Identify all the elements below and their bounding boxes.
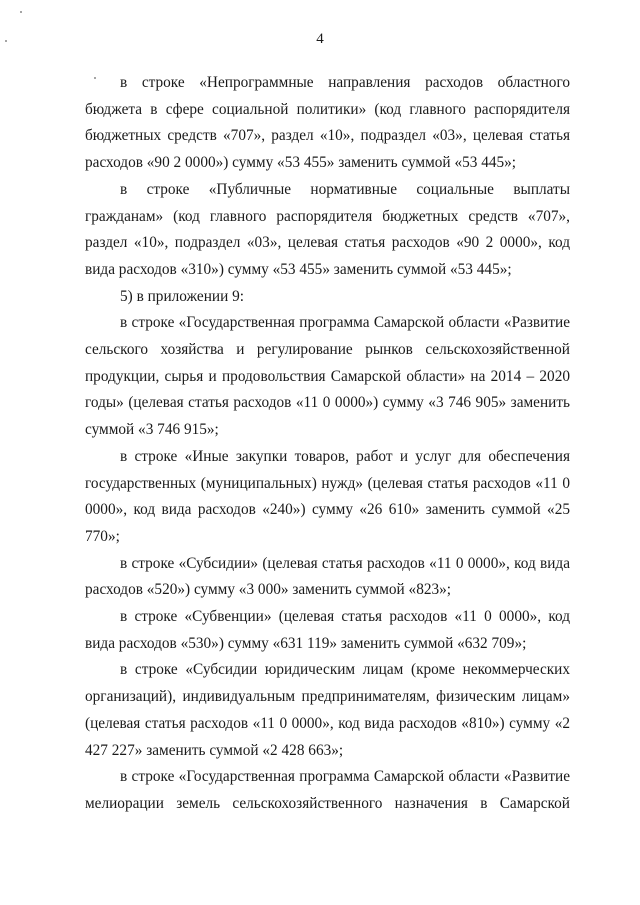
paragraph: в строке «Субсидии» (целевая статья расходов «11 0 0000», код вида расходов «520») сумму «3 000» заменить суммой «823»; bbox=[85, 554, 570, 599]
document-body bbox=[85, 70, 570, 818]
paragraph: в строке «Субвенции» (целевая статья расходов «11 0 0000», код вида расходов «530») сумму «631 119» заменить суммой «632 709»; bbox=[85, 608, 570, 652]
scan-speck bbox=[94, 77, 96, 79]
paragraph: в строке «Субсидии юридическим лицам (кроме некоммерческих организаций), индивидуальным предпринимателям, физическим лицам» (целевая статья расходов «11 0 0000», код вида расходов «810») сумму «2 427 227» заменить суммой «2 428 663»; bbox=[85, 661, 570, 759]
paragraph: 5) в приложении 9: bbox=[120, 287, 244, 305]
paragraph: в строке «Непрограммные направления расходов областного бюджета в сфере социальной политики» (код главного распорядителя бюджетных средств «707», раздел «10», подраздел «03», целевая статья расходов «90 2 0000») сумму «53 455» заменить суммой «53 445»; bbox=[85, 74, 570, 172]
paragraph: в строке «Публичные нормативные социальные выплаты гражданам» (код главного распорядителя бюджетных средств «707», раздел «10», подраздел «03», целевая статья расходов «90 2 0000», код вида расходов «310») сумму «53 455» заменить суммой «53 445»; bbox=[85, 180, 570, 278]
paragraph: в строке «Иные закупки товаров, работ и услуг для обеспечения государственных (муниципальных) нужд» (целевая статья расходов «11 0 0000», код вида расходов «240») сумму «26 610» заменить суммой «25 770»; bbox=[85, 447, 570, 545]
paragraph: в строке «Государственная программа Самарской области «Развитие мелиорации земель сельскохозяйственного назначения в Самарской bbox=[85, 768, 570, 812]
scan-speck bbox=[5, 40, 7, 42]
page-number: 4 bbox=[316, 31, 324, 47]
paragraph: в строке «Государственная программа Самарской области «Развитие сельского хозяйства и регулирование рынков сельскохозяйственной продукции, сырья и продовольствия Самарской области» на 2014 – 2020 годы» (целевая статья расходов «11 0 0000») сумму «3 746 905» заменить суммой «3 746 915»; bbox=[85, 314, 570, 439]
scan-speck bbox=[20, 11, 22, 13]
